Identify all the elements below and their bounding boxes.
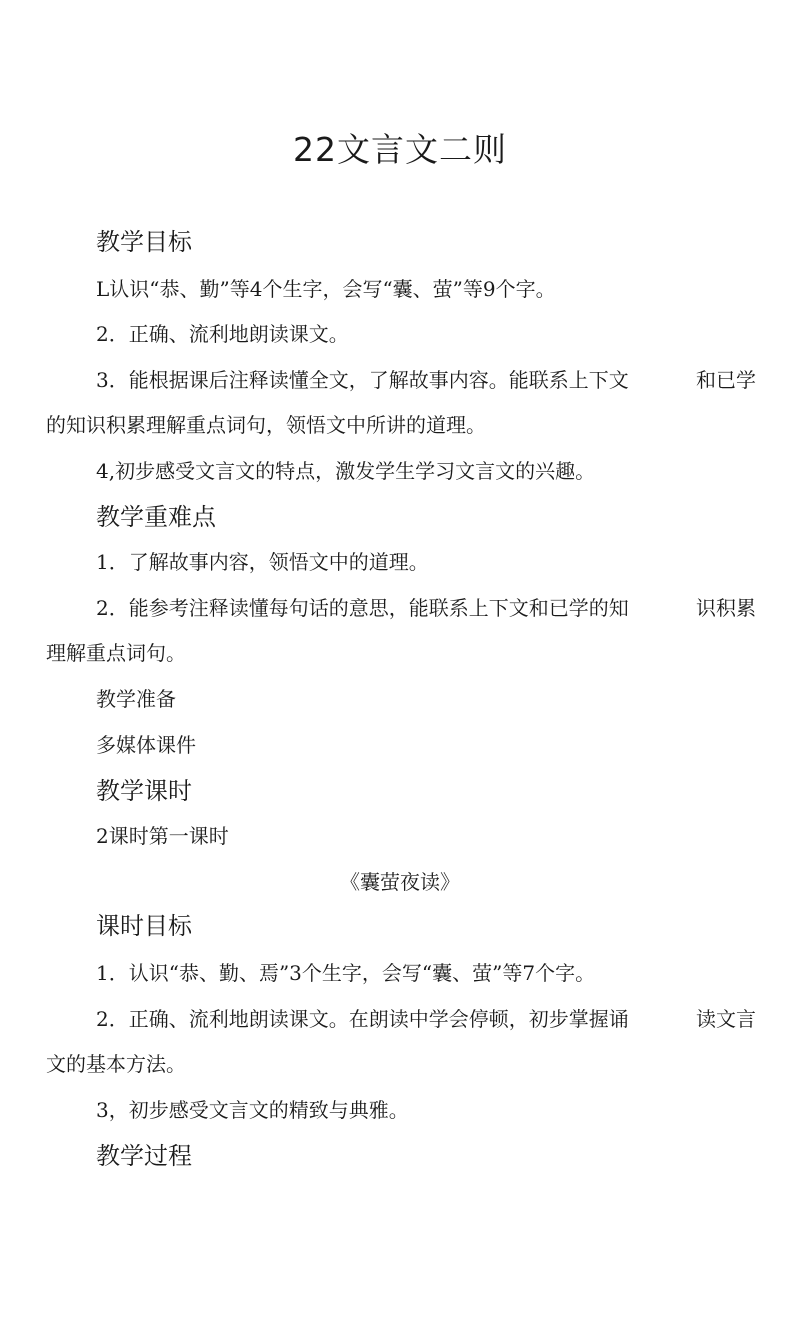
lesson-goal-3: 3，初步感受文言文的精致与典雅。 — [96, 1098, 409, 1122]
key-point-2-line-2: 理解重点词句。 — [46, 641, 186, 665]
goal-item-3-line-1 — [96, 364, 756, 393]
section-heading-lesson-goals: 课时目标 — [96, 912, 192, 940]
goal-item-3-text-b: 和已学 — [696, 368, 756, 392]
section-heading-key-points: 教学重难点 — [96, 503, 216, 531]
goal-item-3-line-2: 的知识积累理解重点词句，领悟文中所讲的道理。 — [46, 413, 486, 437]
goal-item-3-text-a: 3．能根据课后注释读懂全文，了解故事内容。能联系上下文 — [96, 368, 629, 392]
page-title: 22文言文二则 — [293, 130, 507, 169]
lesson-goal-2-line-1 — [96, 1003, 756, 1032]
lesson-title: 《囊萤夜读》 — [340, 870, 460, 894]
class-hours-text: 2课时第一课时 — [96, 824, 229, 848]
key-point-2-line-1 — [96, 592, 756, 621]
lesson-goal-1: 1．认识“恭、勤、焉”3个生字，会写“囊、萤”等7个字。 — [96, 961, 596, 985]
key-point-1: 1．了解故事内容，领悟文中的道理。 — [96, 550, 429, 574]
section-heading-teaching-goals: 教学目标 — [96, 228, 192, 256]
lesson-goal-2-text-b: 读文言 — [696, 1007, 756, 1031]
section-heading-teaching-process: 教学过程 — [96, 1142, 192, 1170]
goal-item-1: L认识“恭、勤”等4个生字，会写“囊、萤”等9个字。 — [96, 277, 556, 301]
key-point-2-text-b: 识积累 — [696, 596, 756, 620]
preparation-text: 多媒体课件 — [96, 733, 196, 757]
lesson-goal-2-line-2: 文的基本方法。 — [46, 1052, 186, 1076]
goal-item-4: 4,初步感受文言文的特点，激发学生学习文言文的兴趣。 — [96, 459, 596, 483]
section-heading-preparation: 教学准备 — [96, 687, 176, 711]
section-heading-class-hours: 教学课时 — [96, 777, 192, 805]
goal-item-2: 2．正确、流利地朗读课文。 — [96, 322, 349, 346]
key-point-2-text-a: 2．能参考注释读懂每句话的意思，能联系上下文和已学的知 — [96, 596, 629, 620]
lesson-goal-2-text-a: 2．正确、流利地朗读课文。在朗读中学会停顿，初步掌握诵 — [96, 1007, 629, 1031]
